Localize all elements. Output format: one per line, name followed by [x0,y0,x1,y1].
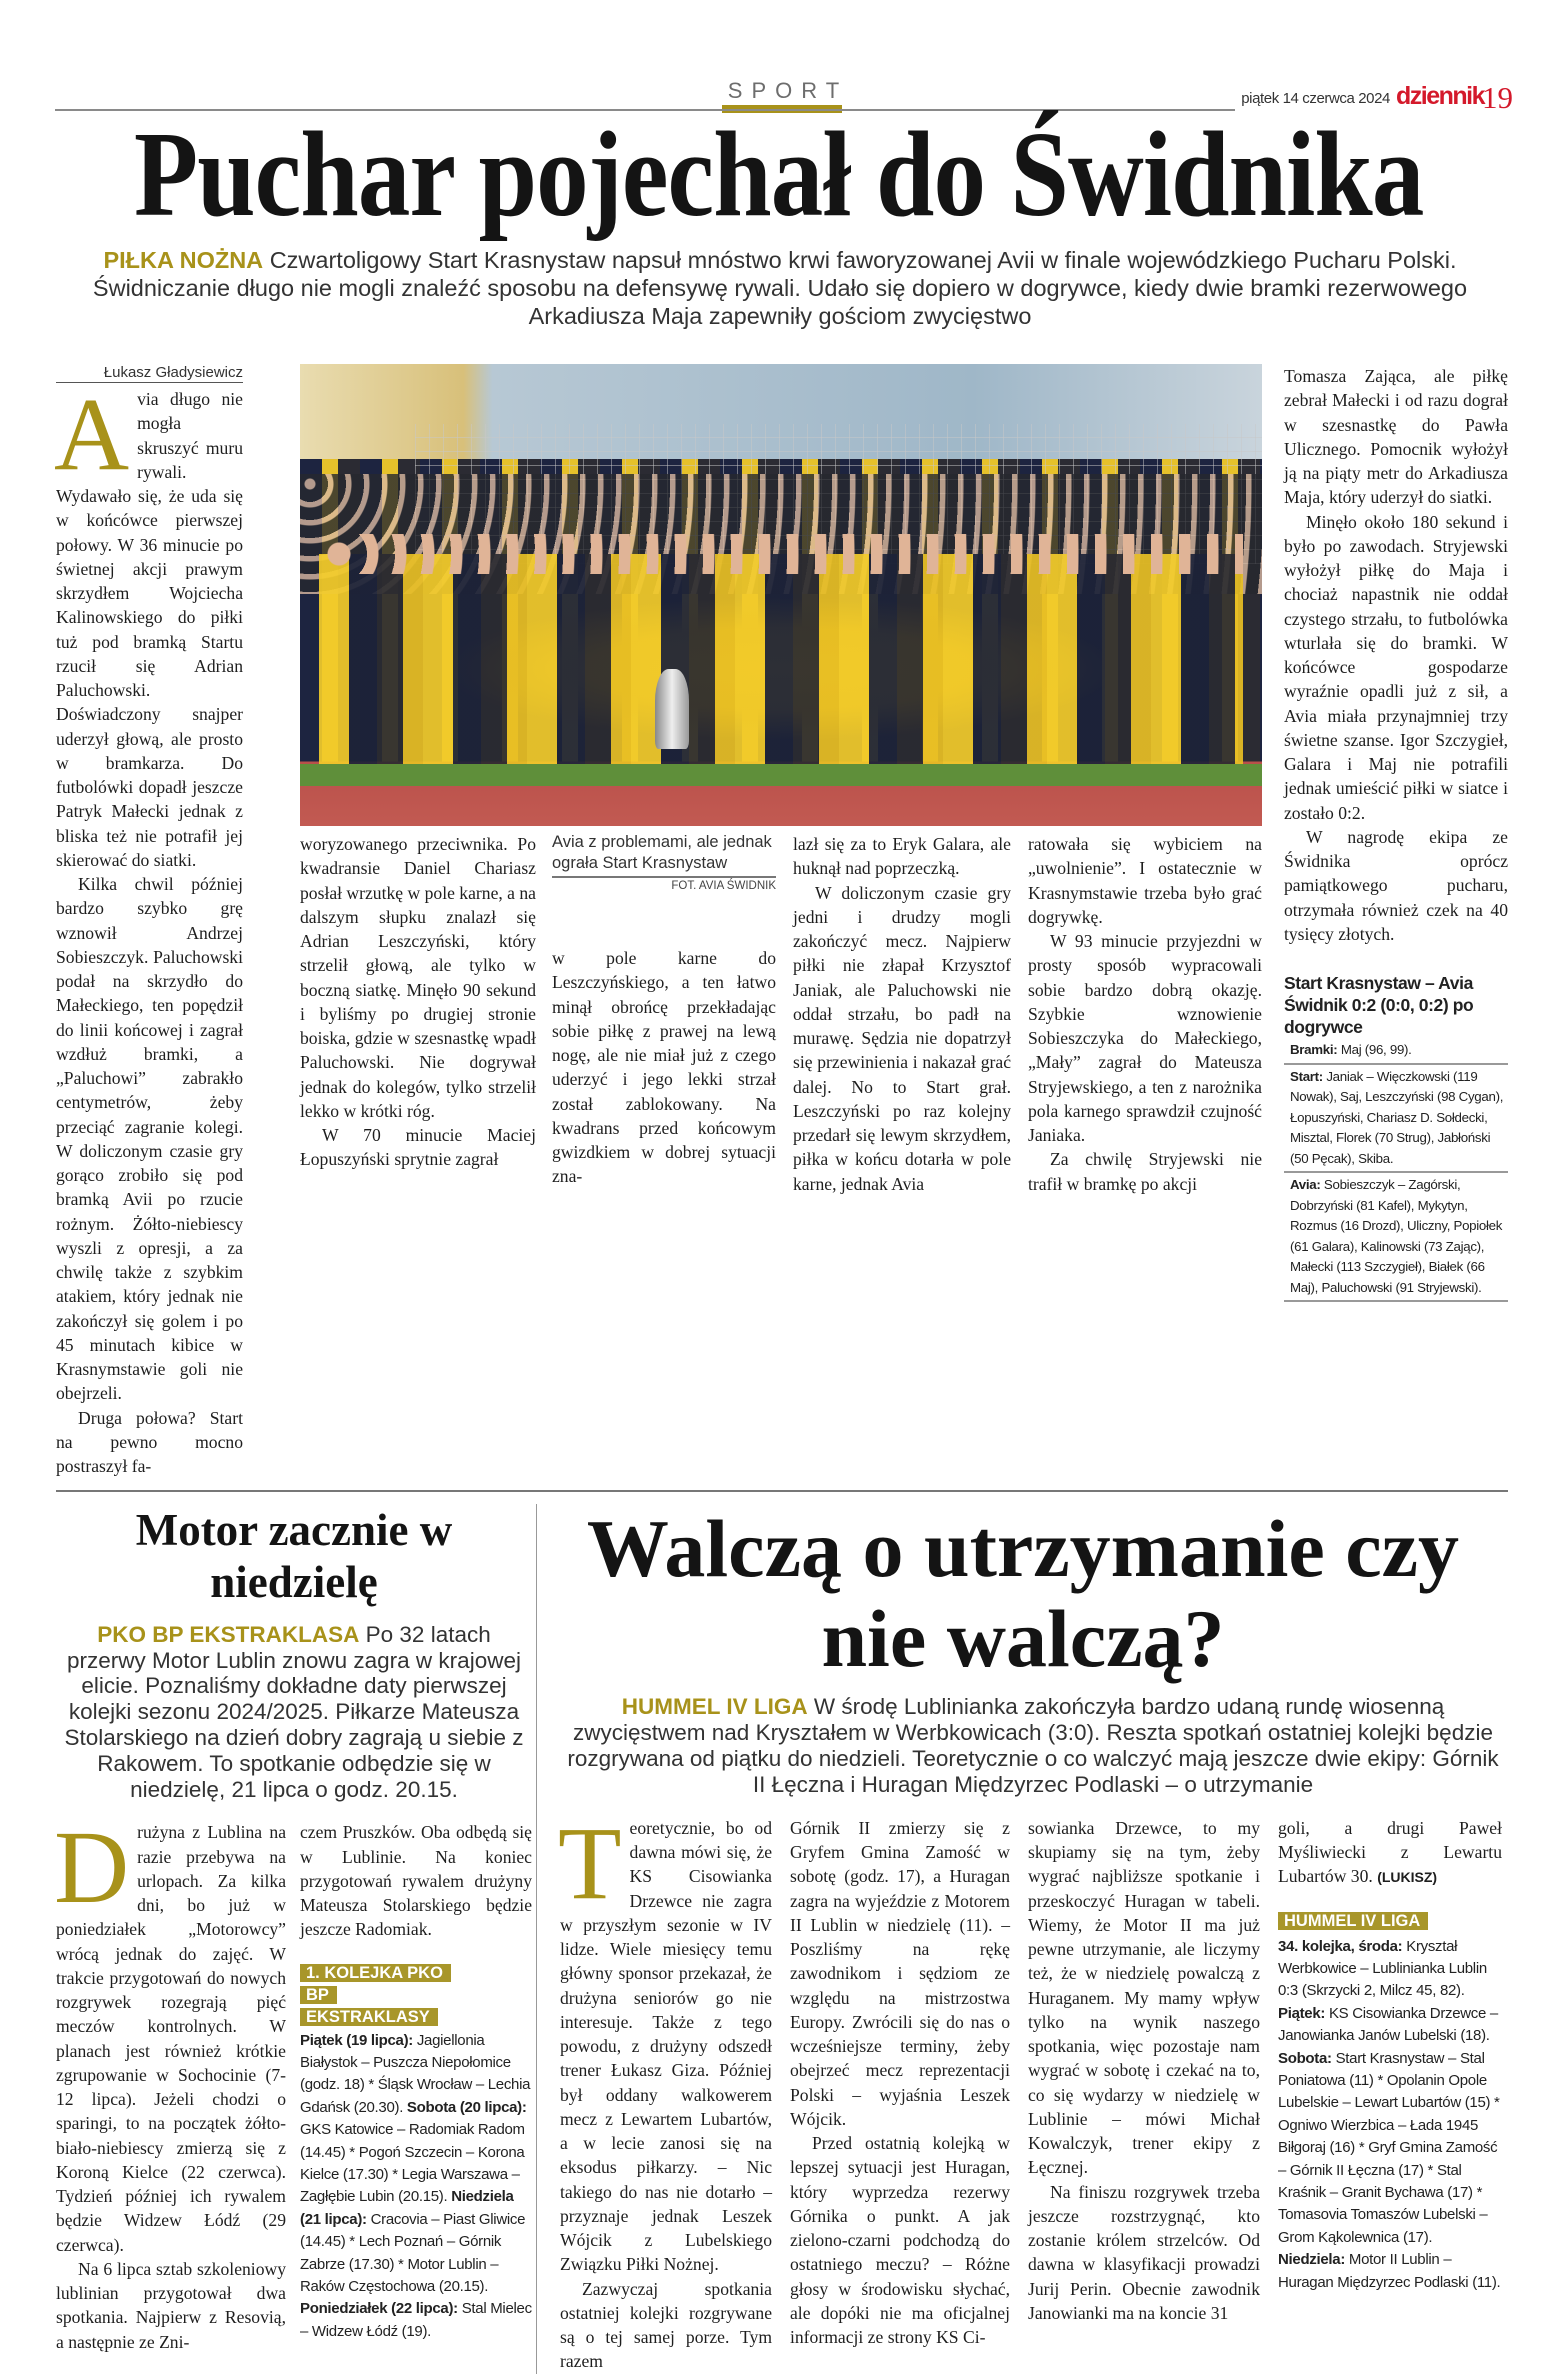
paragraph-text: czem Pruszków. Oba odbędą się w Lublinie. Na koniec przygotowań rywalem drużyny Mateusza Stolarskiego będzie jeszcze Radomiak. [300,1822,532,1940]
article-column [790,1816,1010,2350]
paragraph-text: lazł się za to Eryk Galara, ale huknął nad poprzeczką. [793,834,1011,879]
walcza-headline: Walczą o utrzymanie czy nie walczą? [586,1502,1460,1684]
column-divider [536,1504,537,2374]
page-number: 19 [1482,80,1513,115]
lead-text: Czwartoligowy Start Krasnystaw napsuł mnóstwo krwi faworyzowanej Avii w finale wojewódzkiego Pucharu Polski. Świdniczanie długo nie mogli znaleźć sposobu na defensywę rywali. Udało się dopiero w dogrywce, kiedy dwie bramki rezerwowego Arkadiusza Maja zapewniły gościom zwycięstwo [92,247,1468,329]
entry-text: Start Krasnystaw – Stal Poniatowa (11) * Opolanin Opole Lubelskie – Lewart Lubartów (15) * Ogniwo Wierzbica – Łada 1945 Biłgoraj (16) * Gryf Gmina Zamość – Górnik II Łęczna (17) * Stal Kraśnik – Granit Bychawa (17) * Tomasovia Tomaszów Lubelski – Grom Kąkolewnica (17). [1278,2049,1500,2246]
entry-label: Niedziela: [1278,2251,1346,2269]
paragraph [300,1820,532,1941]
fixtures-label: HUMMEL IV LIGA [1278,1912,1428,1930]
motor-article [56,1504,532,2354]
entry-text: Cracovia – Piast Gliwice (14.45) * Lech Poznań – Górnik Zabrze (17.30) * Motor Lublin – Raków Częstochowa (20.15). [300,2210,526,2296]
photo-players-heads [319,534,1243,574]
photo-team [319,554,1243,764]
article-column [300,1820,532,1941]
entry-label: Start: [1290,1068,1323,1084]
entry-label: Niedziela (21 lipca): [300,2188,514,2228]
paragraph [1284,825,1508,946]
paragraph-text: Na 6 lipca sztab szkoleniowy lublinian przygotował dwa spotkania. Najpierw z Resovią, a następnie ze Zni- [56,2258,286,2352]
team-photo [300,364,1262,826]
entry-label: Poniedziałek (22 lipca): [300,2300,458,2318]
drop-cap: D [54,1810,130,1926]
fixture-entry [1278,2003,1502,2048]
entry-text: Stal Mielec – Widzew Łódź (19). [300,2300,532,2340]
paragraph-text: W nagrodę ekipa ze Świdnika oprócz pamiątkowego pucharu, otrzymała również czek na 40 tysięcy złotych. [1284,826,1508,944]
entry-text: Motor II Lublin – Huragan Międzyrzec Podlaski (11). [1278,2251,1501,2291]
article-column [1028,1816,1260,2325]
newspaper-logo: dziennik [1396,82,1485,110]
section-divider [56,1490,1508,1492]
walcza-column-4 [1278,1816,1502,2294]
paragraph-text: Tomasza Zająca, ale piłkę zebrał Małecki i od razu dograł w szesnastkę do Pawła Ulicznego. Pomocnik wyłożył ją na piąty metr do Arkadiusza Maja, który uderzył do siatki. [1284,366,1508,508]
paragraph-text: Na finiszu rozgrywek trzeba jeszcze rozstrzygnąć, kto zostanie królem strzelców. Od dawna w klasyfikacji prowadzi Jurij Perin. Obecnie zawodnik Janowianki ma na koncie 31 [1028,2181,1260,2323]
article-column [54,377,243,1478]
paragraph-text: W doliczonym czasie gry jedni i drudzy mogli zakończyć mecz. Najpierw piłki nie złapał Krzysztof Janiak, ale Paluchowski nie oddał strzału, bo padł na murawę. Sędzia nie dopatrzył się przewinienia i nakazał grać dalej. No to Start grał. Leszczyński po raz kolejny przedarł się lewym skrzydłem, piłka w końcu dotarła w pole karne, jednak Avia [793,882,1011,1194]
lead-kicker: PKO BP EKSTRAKLASA [97,1621,360,1647]
iv-liga-fixtures-box [1278,1910,1502,2295]
paragraph [56,2257,286,2354]
paragraph [793,832,1011,881]
author-byline: Łukasz Gładysiewicz [56,364,243,383]
paragraph [1028,1147,1262,1196]
entry-text: KS Cisowianka Drzewce – Janowianka Janów Lubelski (18). [1278,2004,1498,2045]
paragraph [1028,929,1262,1147]
paragraph-text: Górnik II zmierzy się z Gryfem Gmina Zamość w sobotę (godz. 17), a Huragan zagra na wyjeździe z Motorem II Lublin w niedzielę (11). – Poszliśmy na rękę zawodnikom i sędziom ze względu na mistrzostwa Europy. Zwrócili się do nas o wcześniejsze terminy, żeby obejrzeć mecz reprezentacji Polski – wyjaśnia Leszek Wójcik. [790,1817,1010,2129]
entry-text: Sobieszczyk – Zagórski, Dobrzyński (81 Kafel), Mykytyn, Rozmus (16 Drozd), Uliczny, Popiołek (61 Galara), Kalinowski (73 Zając), Małecki (113 Szczygieł), Białek (66 Maj), Paluchowski (91 Stryjewski). [1290,1177,1503,1295]
bottom-articles [56,1504,1508,2374]
paragraph-text: sowianka Drzewce, to my skupiamy się na tym, żeby wygrać najbliższe spotkanie i przeskoczyć Huragan w tabeli. Wiemy, że Motor II ma już pewne utrzymanie, ale liczymy też, że w niedzielę powalczą z Huraganem. My mamy wpływ tylko na wynik naszego spotkania, więc pozostaje nam wygrać w sobotę i czekać na to, co się wydarzy w niedzielę w Lublinie – mówi Michał Kowalczyk, trener ekipy z Łęcznej. [1028,1817,1260,2178]
entry-label: Sobota: [1278,2049,1332,2067]
paragraph [790,2131,1010,2349]
right-column [1284,364,1508,1302]
fixture-entry [1278,1936,1502,2003]
paragraph-text: Przed ostatnią kolejką w lepszej sytuacji jest Huragan, który wyprzedza rezerwy Górnika o punkt. A jak zielono-czarni podchodzą do ostatniego meczu? – Różne głosy w środowisku słychać, ale dopóki nie ma oficjalnej informacji ze strony KS Ci- [790,2133,1010,2347]
paragraph [54,1810,286,2257]
paragraph [1278,1816,1502,1890]
paragraph [1028,2180,1260,2326]
article-column [1278,1816,1502,1890]
paragraph [558,1805,772,2277]
paragraph-text: Kilka chwil później bardzo szybko grę wznowił Andrzej Sobieszczyk. Paluchowski podał na skrzydło do Małeckiego, ten popędził do linii końcowej i zagrał wzdłuż bramki, a „Paluchowi” zabrakło centymetrów, żeby przeciąć zagranie kolegi. W doliczonym czasie gry gorąco zrobiło się pod bramką Avii po rzucie rożnym. Żółto-niebiescy wyszli z opresji, a za chwilę także z szybkim atakiem, który jednak nie zakończył się golem i po 45 minutach kibice w Krasnymstawie goli nie obejrzeli. [56,874,243,1404]
drop-cap: A [54,377,130,492]
drop-cap: T [558,1805,622,1921]
entry-label: Avia: [1290,1177,1321,1192]
trophy-icon [655,669,689,749]
paragraph-text: rużyna z Lublina na razie przebywa na urlopach. Za kilka dni, bo już w poniedziałek „Motorowcy” wrócą jednak do zajęć. W trakcie przygotowań do nowych rozgrywek rozegrają pięć meczów kontrolnych. W planach jest również krótkie zgrupowanie w Sochocinie (7-12 lipca). Jeżeli chodzi o sparingi, to na początek żółto-biało-niebiescy zmierzą się z Koroną Kielce (22 czerwca). Tydzień później ich rywalem będzie Widzew Łódź (29 czerwca). [56,1822,286,2255]
entry-label: 34. kolejka, środa: [1278,1937,1403,1955]
photo-credit: FOT. AVIA ŚWIDNIK [671,880,776,892]
fixture-entry [1284,1038,1508,1065]
page-content [56,364,1508,2374]
photo-area [300,364,1262,1196]
left-column [56,364,243,1478]
paragraph-text: w pole karne do Leszczyńskiego, a ten łatwo minął obrońcę przekładając sobie piłkę z prawej na lewą nogę, ale nie miał już z czego uderzyć i jego lekki strzał został zablokowany. Na kwadrans przed końcowym gwizdkiem w dobrej sytuacji zna- [552,948,776,1187]
match-score-box [1284,972,1508,1302]
paragraph [1028,832,1262,929]
lead-kicker: PIŁKA NOŻNA [103,247,264,273]
article-column [558,1805,772,2374]
article-column [793,832,1011,1196]
entry-label: Piątek: [1278,2004,1326,2022]
entry-text: Janiak – Więczkowski (119 Nowak), Saj, Leszczyński (98 Cygan), Łopuszyński, Chariasz D. Sołdecki, Misztal, Florek (70 Strug), Jabłoński (50 Pęcak), Skiba. [1290,1068,1504,1166]
main-article [56,364,1508,1478]
main-headline [0,107,1558,242]
walcza-columns [558,1805,1508,2374]
fixtures-list [1278,1936,1502,2295]
entry-label: Piątek (19 lipca): [300,2031,413,2049]
paragraph [56,872,243,1406]
paragraph-text: W 93 minucie przyjezdni w prosty sposób wypracowali sobie bardzo dobrą okazję. Szybkie wznowienie Sobieszczyka do Małeckiego, „Mały” zagrał do Mateusza Stryjewskiego, a ten z narożnika pola karnego sprawdził czujność Janiaka. [1028,931,1262,1145]
fixture-entry [1284,1173,1508,1302]
fixtures-list [300,2030,532,2344]
entry-text: Kryształ Werbkowice – Lublinianka Lublin 0:3 (Skrzycki 2, Milcz 45, 82). [1278,1937,1487,2000]
paragraph-text: via długo nie mogła skruszyć muru rywali. Wydawało się, że uda się w końcówce pierwszej połowy. W 36 minucie po świetnej akcji prawym skrzydłem Wojciecha Kalinowskiego do piłki tuż pod bramką Startu rzucił się Adrian Paluchowski. Doświadczony snajper uderzył głową, ale prosto w bramkarza. Do futbolówki dopadł jeszcze Patryk Małecki jednak z bliska też nie potrafił jej skierować do siatki. [56,389,243,870]
paragraph-text: Minęło około 180 sekund i było po zawodach. Stryjewski wyłożył piłkę do Maja i chociaż napastnik nie oddał czystego strzału, to futbolówka wturlała się do bramki. W końcówce gospodarze wyraźnie opadli już z sił, a Avia miała przynajmniej trzy świetne szanse. Igor Szczygieł, Galara i Maj nie potrafili jednak umieścić piłki w siatce i zostało 0:2. [1284,511,1508,823]
paragraph-text: woryzowanego przeciwnika. Po kwadransie Daniel Chariasz posłał wrzutkę w pole karne, a na dalszym słupku znalazł się Adrian Leszczyński, który strzelił głową, ale tylko w boczną siatkę. Minęło 90 sekund i byliśmy po drugiej stronie boiska, gdzie w szesnastkę wpadł Paluchowski. Nie dogrywał jednak do kolegów, tylko strzelił lekko w krótki róg. [300,834,536,1121]
paragraph-text: goli, a drugi Paweł Myśliwiecki z Lewartu Lubartów 30. [1278,1817,1502,1887]
article-column [54,1810,286,2354]
ekstraklasa-fixtures-box [300,1962,532,2344]
paragraph [300,1123,536,1172]
motor-column-2 [300,1820,532,2343]
section-label: SPORT [727,78,849,103]
photo-caption: Avia z problemami, ale jednak ograła Start Krasnystaw [552,832,776,878]
photo-grass [300,764,1262,786]
motor-headline: Motor zacznie w niedzielę [135,1504,453,1607]
paragraph [300,832,536,1123]
fixture-entry [1278,2249,1502,2294]
article-column [300,832,536,1172]
paragraph-text: Zazwyczaj spotkania ostatniej kolejki rozgrywane są o tej samej porze. Tym razem [560,2278,772,2372]
lead-text: Po 32 latach przerwy Motor Lublin znowu zagra w krajowej elicie. Poznaliśmy dokładne daty pierwszej kolejki sezonu 2024/2025. Piłkarze Mateusza Stolarskiego na dzień dobry zagrają u siebie z Rakowem. To spotkanie odbędzie się w niedzielę, 21 lipca o godz. 20.15. [64,1621,524,1802]
entry-label: Bramki: [1290,1042,1338,1057]
entry-label: Sobota (20 lipca): [403,2098,527,2116]
article-column [1028,832,1262,1196]
caption-column [552,832,776,1189]
paragraph [790,1816,1010,2131]
article-column [1284,364,1508,946]
author-signature: (LUKISZ) [1377,1869,1438,1886]
score-box-title: Start Krasnystaw – Avia Świdnik 0:2 (0:0, 0:2) po dogrywce [1284,973,1474,1037]
fixtures-label: 1. KOLEJKA PKO BP EKSTRAKLASY [300,1964,451,2026]
issue-date: piątek 14 czerwca 2024 [1241,90,1390,107]
walcza-article [538,1504,1508,2374]
lead-kicker: HUMMEL IV LIGA [621,1693,808,1719]
article-column [552,946,776,1189]
paragraph-text: Druga połowa? Start na pewno mocno postraszył fa- [56,1407,243,1476]
fixture-entry [1284,1065,1508,1174]
motor-columns [54,1810,532,2354]
score-box-entries [1284,1038,1508,1302]
paragraph [56,1406,243,1479]
fixture-entry [300,2030,532,2344]
paragraph-text: ratowała się wybiciem na „uwolnienie”. I ostatecznie w Krasnymstawie trzeba było grać dogrywkę. [1028,834,1262,927]
paragraph [560,2277,772,2374]
paragraph [1284,364,1508,510]
entry-text: Jagiellonia Białystok – Puszcza Niepołomice (godz. 18) * Śląsk Wrocław – Lechia Gdańsk (20.30). [300,2031,531,2116]
entry-text: GKS Katowice – Radomiak Radom (14.45) * Pogoń Szczecin – Korona Kielce (17.30) * Legia Warszawa – Zagłębie Lubin (20.15). [300,2121,525,2206]
motor-lead [56,1622,532,1803]
entry-text: Maj (96, 99). [1337,1042,1412,1057]
paragraph [54,377,243,872]
main-headline-text: Puchar pojechał do Świdnika [134,107,1424,242]
paragraph-text: Za chwilę Stryjewski nie trafił w bramkę po akcji [1028,1149,1262,1194]
paragraph-text: eoretycznie, bo od dawna mówi się, że KS Cisowianka Drzewce nie zagra w przyszłym sezonie w IV lidze. Wiele miesięcy temu główny sponsor przekazał, że drużyna seniorów go nie interesuje. Także z tego powodu, z drużyny odszedł trener Łukasz Giza. Później był oddany walkowerem mecz z Lewartem Lubartów, a w lecie zanosi się na eksodus piłkarzy. – Nic takiego do nas nie dotarło – przyznaje jednak Leszek Wójcik z Lubelskiego Związku Piłki Nożnej. [560,1817,772,2275]
paragraph [552,946,776,1189]
paragraph [1028,1816,1260,2180]
lead-text: W środę Lublinianka zakończyła bardzo udaną rundę wiosenną zwycięstwem nad Kryształem w Werbkowicach (3:0). Reszta spotkań ostatniej kolejki będzie rozgrywana od piątku do niedzieli. Teoretycznie o co walczyć mają jeszcze dwie ekipy: Górnik II Łęczna i Huragan Międzyrzec Podlaski – o utrzymanie [567,1693,1499,1797]
main-lead [60,246,1500,330]
fixture-entry [1278,2048,1502,2250]
paragraph-text: W 70 minucie Maciej Łopuszyński sprytnie zagrał [300,1125,536,1170]
walcza-lead [558,1694,1508,1798]
under-photo-columns [300,832,1262,1196]
paragraph [793,881,1011,1196]
paragraph [1284,510,1508,825]
